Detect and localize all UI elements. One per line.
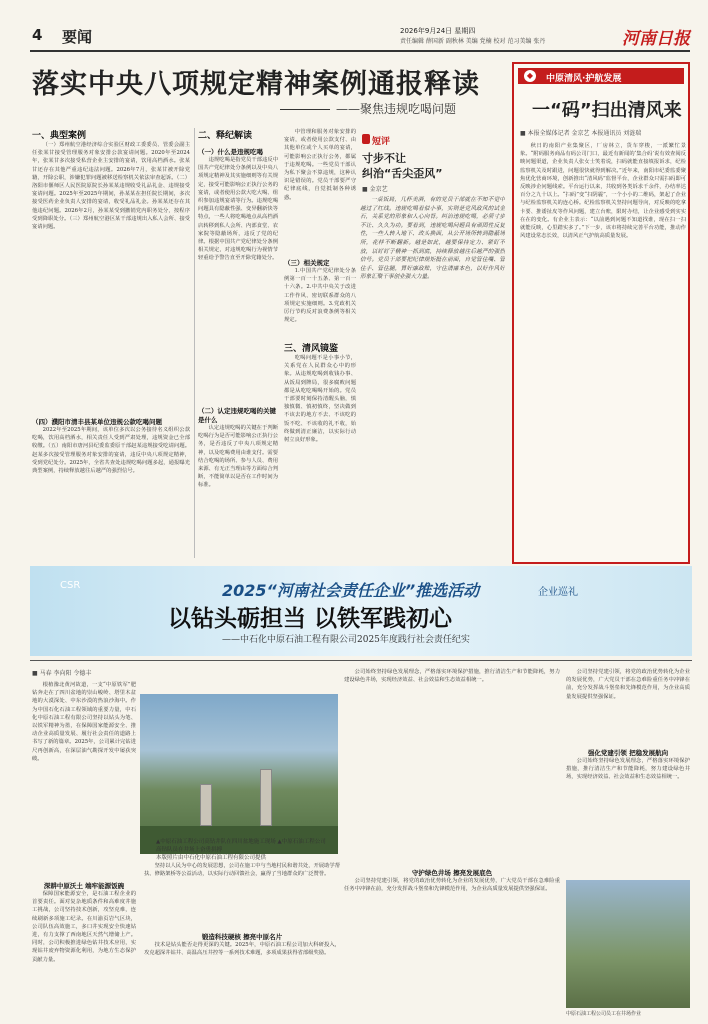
column-tag-icon: ◆ xyxy=(524,70,536,82)
feature-photo-2 xyxy=(566,880,690,1008)
comment-icon xyxy=(362,134,370,144)
sub-heading: 强化党建引领 把稳发展航向 xyxy=(587,749,669,757)
feature-subheadline: ——中石化中原石油工程有限公司2025年度践行社会责任纪实 xyxy=(222,635,470,645)
date-line: 2026年9月24日 星期四 xyxy=(400,27,476,35)
comment-body xyxy=(360,196,505,560)
section-heading: 三、清风镜鉴 xyxy=(284,344,339,354)
paragraph: 秋日的南阳产业集聚区，厂房林立，货车穿梭，一派繁忙景象。“附码服务商品有码公司门口，最近有新闻的‘集合码’说有效查阅反映问题渠道，企业负责人张女士笑着说，扫码就能直接填报诉求，纪检监察机关及时跟进，问题很快就得到解决。”近年来，南阳市纪委监委聚焦优化营商环境，创新推出“清风码”监督平台，企业群众只需扫码即可反映涉企问题线索。平台运行以来，共收到各类诉求千余件，办结率达百分之九十以上。“扫码”变“扫阴霾”，一个小小的二维码，架起了企业与纪检监察机关的连心桥。纪检监察机关坚持问题导向，对反映的吃拿卡要、推诿扯皮等作风问题，建立台账，限时办结，让企业感受到实实在在的变化。有企业主表示：“以前遇到问题不知道找谁，现在扫一扫就能反映，心里踏实多了。”下一步，该市将持续完善平台功能，推动作风建设常态长效，以清风正气护航高质量发展。 xyxy=(520,143,686,240)
sub-heading: （四）濮阳市清丰县某单位违规公款吃喝问题 xyxy=(32,418,162,426)
column-box-body xyxy=(520,142,686,554)
sub-heading: 锻造科技硬核 擦亮中原名片 xyxy=(201,933,283,941)
paragraph: 坚持以人民为中心的发展思想，公司在施工中与当地村民和谐共处，开展助学帮扶、修路架桥等公益活动，以实际行动回馈社会，赢得了当地群众的广泛赞誉。 xyxy=(144,863,340,878)
article-column-3 xyxy=(284,128,356,558)
paragraph: 吃喝问题不是小事小节，关系党在人民群众心中的形象。从违规吃喝到收钱办事、从饭局到牌局，很多腐败问题都是从吃吃喝喝开始的。党员干部要时刻保持清醒头脑，慎独慎微、慎初慎终，坚决做到不该去的地方不去、不该吃的饭不吃、不该收的礼不收，始终做到清正廉洁，以实际行动树立良好形象。 xyxy=(284,355,356,444)
column-text xyxy=(198,156,278,406)
campaign-tag: 企业巡礼 xyxy=(538,587,578,598)
feature-byline: ■ 马春 李向阳 令德丰 xyxy=(32,670,92,677)
csr-mark: CSR xyxy=(60,580,81,591)
paragraph: 一桌饭局，几杯美酒，有的党员干部就在不知不觉中越过了红线。违规吃喝看似小事，实则是党风政风的试金石，关系党的形象和人心向背。纠治违规吃喝，必须寸步不让、久久为功。要看到，违规吃喝问题具有顽固性反复性，一些人转入地下、改头换面，从公开场所转到隐蔽场所，花样不断翻新。越是如此，越要保持定力、紧盯不放，以钉钉子精神一抓到底，持续释放越往后越严的强烈信号。党员干部要把纪律规矩挺在前面，自觉管住嘴、管住手、管住腿，算好廉政账，守住清廉本色，以好作风好形象汇聚干事创业强大力量。 xyxy=(360,197,505,281)
paragraph: 1.中国共产党纪律处分条例第一百一十五条、第一百一十六条。2.中共中央关于改进工作作风、密切联系群众的八项规定实施细则。3.党政机关厉行节约反对浪费条例等相关规定。 xyxy=(284,268,356,324)
header-rule xyxy=(30,50,690,52)
feature-headline: 以钻头砺担当 以铁军践初心 xyxy=(168,606,453,632)
photo-caption-2: 中原石油工程公司员工在井场作业 xyxy=(566,1011,642,1017)
photo-caption: ▲中原石油工程公司高钻井队在四川盆地施工现场 ▲中原石油工程公司高钻队员在井场上奋勇拼搏 本版照片由中石化中原石油工程有限公司提供 xyxy=(156,839,326,861)
column-text xyxy=(284,267,356,337)
article-column-2 xyxy=(198,128,278,558)
newspaper-logo: 河南日报 xyxy=(622,29,690,49)
paragraph: （一）郑州航空港经济综合实验区财政工委委员、管委会副主任张某甘接受管理服务对象安排公款宴请问题。2020年至2024年，张某甘多次接受私营企业主安排的宴请，饮用高档酒水。张某甘还存在其他严重违纪违法问题。2026年7月，张某甘被开除党籍，开除公职，涉嫌犯罪问题被移送检察机关依法审查起诉。（二）洛阳市偃师区人民医院原院长孙某某违规收受礼品礼金、违规接受宴请问题。2025年至2025年期间，孙某某在担任院长期间，多次接受医药企业负责人安排的宴请，收受礼品礼金。孙某某还存在其他违纪问题。2026年2月，孙某某受到撤销党内职务处分，按程序受到降职处分。（三）郑州航空港区某干部违规出入私人会所、接受宴请问题。 xyxy=(32,142,190,231)
sub-heading: （三）相关规定 xyxy=(284,259,330,267)
column-box-title: 一“码”扫出清风来 xyxy=(532,100,682,121)
paragraph: 公司始终坚持绿色发展理念，严格落实环境保护措施，推行清洁生产和节能降耗，努力建设绿色井场，实现经济效益、社会效益和生态效益相统一。 xyxy=(566,758,690,781)
column-text xyxy=(198,424,278,558)
sub-heading: 深耕中原沃土 端牢能源饭碗 xyxy=(43,882,125,890)
paragraph: 违规吃喝是指党员干部违反中国共产党纪律处分条例以及中央八项规定精神及其实施细则等有关规定，接受可能影响公正执行公务的宴请，或者使用公款大吃大喝、组织参加违规宴请等行为。违规吃喝问题具有隐蔽性强、变异翻新快等特点，一些人将吃喝地点从高档酒店转移到私人会所、内部食堂、农家院等隐蔽场所，违反了党的纪律。根据中国共产党纪律处分条例相关规定，对违规吃喝行为视情节轻重给予警告直至开除党籍处分。 xyxy=(198,157,278,262)
column-text xyxy=(284,128,356,258)
column-text xyxy=(32,426,190,556)
feature-column-1 xyxy=(32,668,136,1018)
section-title: 要闻 xyxy=(62,28,93,46)
paragraph: 公司坚持党建引领，将党的政治优势转化为企业的发展优势，广大党员干部在急难险重任务中冲锋在前，充分发挥战斗堡垒和先锋模范作用，为企业高质量发展提供坚强保证。 xyxy=(566,669,690,700)
column-text xyxy=(32,141,190,417)
feature-column-3 xyxy=(344,668,560,1018)
paragraph: 技术是钻头能否走得更深的关键。2025年，中原石油工程公司加大科研投入，攻克超深井钻井、高温高压井控等一系列技术难题，多项成果获得省部级奖励。 xyxy=(144,942,340,957)
feature-photo xyxy=(140,694,338,854)
comment-author: ■ 金京艺 xyxy=(362,186,388,193)
paragraph: 认定违规吃喝的关键在于判断吃喝行为是否可能影响公正执行公务，是否违反了中央八项规定精神，以及吃喝费用由谁支付。需要结合吃喝的场所、参与人员、费用来源、有无正当理由等方面综合判断，不能简单以是否在工作时间为标准。 xyxy=(198,425,278,489)
article-column-1 xyxy=(32,128,190,558)
section-heading: 二、释纪解读 xyxy=(198,131,253,141)
paragraph: 中管理和服务对象安排的宴请，或者使用公款支付、由其他单位或个人买单的宴请，可能影响公正执行公务，都属于违规吃喝。一些党员干部认为私下聚会不算违规，这种认识是错误的。党员干部要严守纪律底线，自觉抵制各种诱惑。 xyxy=(284,129,356,201)
section-heading: 一、典型案例 xyxy=(32,131,87,141)
main-headline: 落实中央八项规定精神案例通报释读 xyxy=(32,69,480,100)
sub-heading: 守护绿色井场 擦亮发展底色 xyxy=(411,869,493,877)
column-text xyxy=(284,354,356,554)
comment-title: 寸步不让 xyxy=(362,152,406,165)
column-box-byline: ■ 本报全媒体记者 金京艺 本报通讯员 刘涟瑞 xyxy=(520,130,642,137)
comment-title-2: 纠治“舌尖歪风” xyxy=(362,167,443,180)
feature-column-2 xyxy=(144,862,340,1018)
comment-label: 短评 xyxy=(372,137,391,147)
main-subheadline: ——聚焦违规吃喝问题 xyxy=(280,100,456,117)
sub-heading: （一）什么是违规吃喝 xyxy=(198,148,263,156)
paragraph: 保障国家能源安全，是石油工程企业的首要责任。面对复杂地质条件和高难度井施工挑战，公司坚持技术创新，攻坚克难，连续刷新多项施工纪录。在川渝页岩气区块，公司队伍高效施工，多口井实现安全快速钻进，有力支撑了西南地区天然气增储上产。同时，公司积极推进绿色钻井技术应用，实现钻井废弃物资源化利用，为地方生态保护贡献力量。 xyxy=(32,891,136,963)
sub-heading: （二）认定违规吃喝的关键是什么 xyxy=(198,407,276,424)
paragraph: 根植豫北黄河故道，一支“中原铁军”肥钻奔走在了四川盆地的崇山峻岭、塔里木盆地的大漠深处、中东沙漠的热浪沙海中。作为中国石化石油工程领域的重要力量，中石化中原石油工程有限公司坚持以钻头为笔、以铁军精神为墨，在保障国家能源安全、推动企业高质量发展、履行社会责任的道路上书写了新的篇章。2025年，公司累计完钻进尺再创新高，在深层油气勘探开发中屡获突破。 xyxy=(32,682,136,762)
staff-line: 责任编辑 薛国新 副秋林 美编 党楠 校对 范习美编 张丹 xyxy=(400,38,546,45)
banner-rule xyxy=(30,660,692,661)
paragraph: 2022年至2025年期间，该单位多次以公务接待名义组织公款吃喝，饮用高档酒水，相关责任人受到严肃处理，违规资金已全部收缴。（五）南阳市唐河县纪委监委原干部赵某违规接受吃请问题。赵某多次接受管理服务对象安排的宴请，违反中央八项规定精神，受到党纪处分。2025年，全省共查处违规吃喝问题多起，通报曝光典型案例，持续释放越往后越严的强烈信号。 xyxy=(32,427,190,475)
page-number: 4 xyxy=(32,26,43,44)
paragraph: 公司坚持党建引领，将党的政治优势转化为企业的发展优势，广大党员干部在急难险重任务中冲锋在前，充分发挥战斗堡垒和先锋模范作用，为企业高质量发展提供坚强保证。 xyxy=(344,878,560,893)
campaign-title: 2025“河南社会责任企业”推选活动 xyxy=(222,581,480,600)
paragraph: 公司始终坚持绿色发展理念，严格落实环境保护措施，推行清洁生产和节能降耗，努力建设绿色井场，实现经济效益、社会效益和生态效益相统一。 xyxy=(344,669,560,684)
column-divider xyxy=(194,128,195,558)
feature-column-4 xyxy=(566,668,690,874)
column-tag: 中原清风·护航发展 xyxy=(546,74,622,84)
